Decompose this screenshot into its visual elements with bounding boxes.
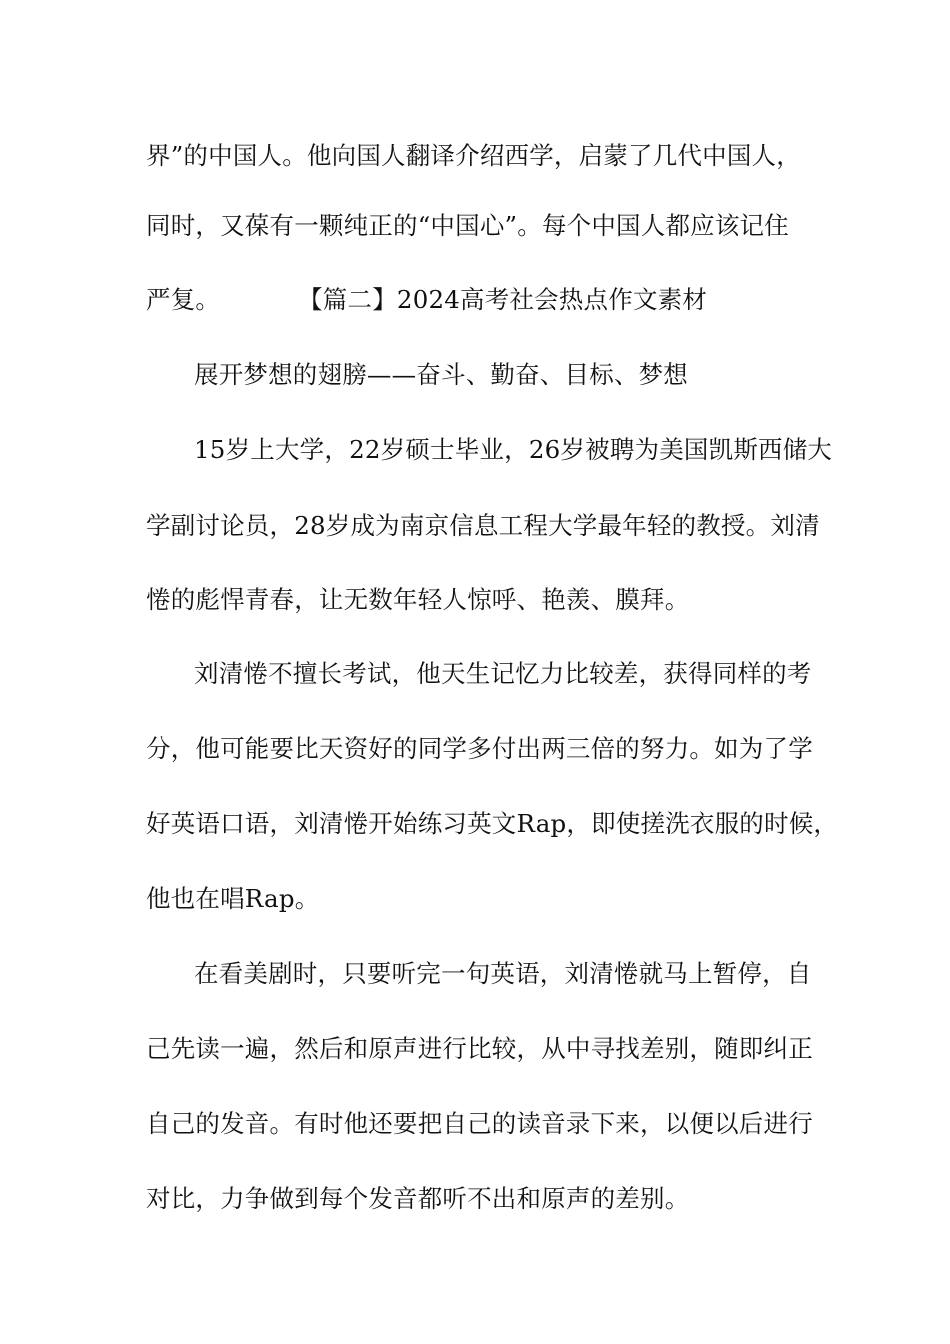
paragraph-end-text: 严复。 bbox=[146, 285, 221, 314]
text-line: 同时，又葆有一颗纯正的“中国心”。每个中国人都应该记住 bbox=[146, 211, 789, 240]
text-line: 己先读一遍，然后和原声进行比较，从中寻找差别，随即纠正 bbox=[146, 1034, 813, 1063]
text-line: 自己的发音。有时他还要把自己的读音录下来，以便以后进行 bbox=[146, 1109, 813, 1138]
text-line: 惓的彪悍青春，让无数年轻人惊呼、艳羡、膜拜。 bbox=[146, 585, 690, 614]
text-line: 刘清惓不擅长考试，他天生记忆力比较差，获得同样的考 bbox=[194, 659, 812, 688]
text-line: 他也在唱Rap。 bbox=[146, 884, 320, 913]
text-line: 好英语口语，刘清惓开始练习英文Rap，即使搓洗衣服的时候， bbox=[146, 809, 839, 838]
text-line: 15岁上大学，22岁硕士毕业，26岁被聘为美国凯斯西储大 bbox=[194, 435, 833, 464]
text-line: 在看美剧时，只要听完一句英语，刘清惓就马上暂停，自 bbox=[194, 959, 812, 988]
text-line: 分，他可能要比天资好的同学多付出两三倍的努力。如为了学 bbox=[146, 734, 813, 763]
text-line: 学副讨论员，28岁成为南京信息工程大学最年轻的教授。刘清 bbox=[146, 511, 820, 540]
text-line: 界”的中国人。他向国人翻译介绍西学，启蒙了几代中国人， bbox=[146, 141, 801, 170]
text-line: 对比，力争做到每个发音都听不出和原声的差别。 bbox=[146, 1184, 690, 1213]
text-line bbox=[146, 284, 826, 316]
subtitle-line: 展开梦想的翅膀——奋斗、勤奋、目标、梦想 bbox=[194, 360, 688, 389]
section-heading: 【篇二】2024高考社会热点作文素材 bbox=[298, 285, 708, 314]
